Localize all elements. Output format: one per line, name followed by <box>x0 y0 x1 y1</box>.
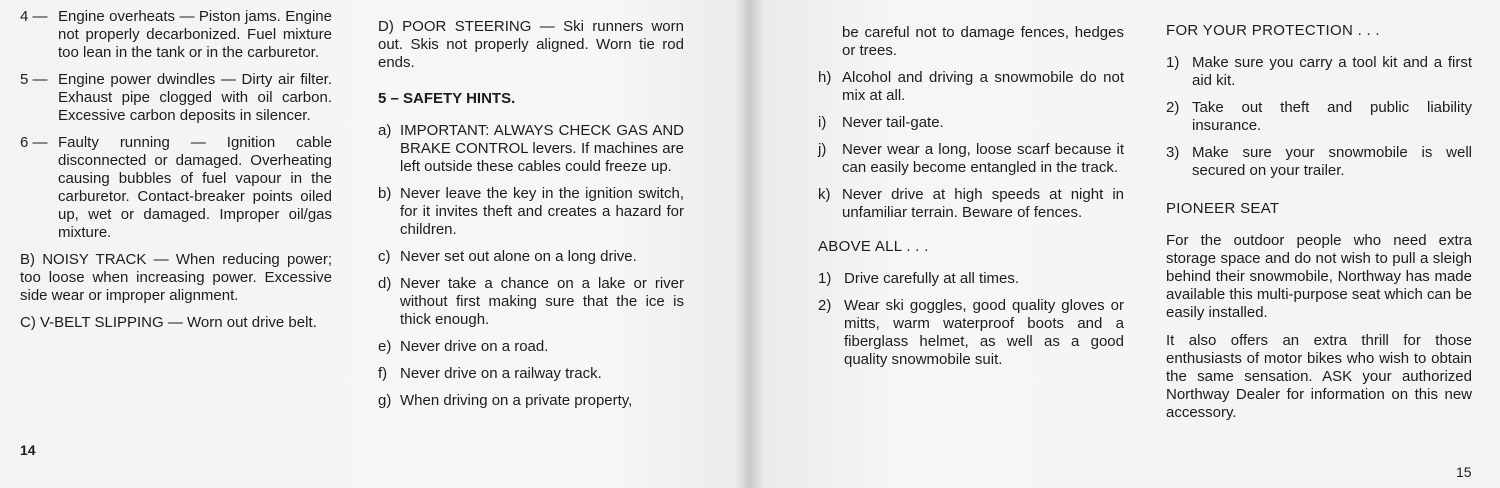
list-item: h) Alcohol and driving a snowmobile do not mix at all. <box>818 69 1124 104</box>
list-item: 6 — Faulty running — Ignition cable disconnected or damaged. Overheating causing bubbles of fuel vapour in the carburetor. Contact-breaker points oiled up, wet or damaged. Improper oil/gas mixture. <box>20 134 332 241</box>
page-gutter <box>735 0 765 488</box>
list-item: 2) Wear ski goggles, good quality gloves or mitts, warm waterproof boots and a fiberglass helmet, as well as a good quality snowmobile suit. <box>818 297 1124 368</box>
left-page-column-2 <box>378 18 684 419</box>
list-item: 4 — Engine overheats — Piston jams. Engine not properly decarbonized. Fuel mixture too lean in the tank or in the carburetor. <box>20 8 332 61</box>
section-v-belt: C) V-BELT SLIPPING — Worn out drive belt. <box>20 314 317 331</box>
right-page-column-2 <box>1166 22 1472 432</box>
section-heading-protection: FOR YOUR PROTECTION . . . <box>1166 22 1380 39</box>
list-item: 3) Make sure your snowmobile is well secured on your trailer. <box>1166 144 1472 179</box>
section-heading-pioneer-seat: PIONEER SEAT <box>1166 200 1280 217</box>
section-poor-steering: D) POOR STEERING — Ski runners worn out. Skis not properly aligned. Worn tie rod ends. <box>378 18 684 71</box>
list-item: c) Never set out alone on a long drive. <box>378 248 637 265</box>
page-number-right: 15 <box>1456 464 1472 480</box>
section-heading-above-all: ABOVE ALL . . . <box>818 238 929 255</box>
list-item: g) When driving on a private property, <box>378 392 633 409</box>
paragraph: It also offers an extra thrill for those enthusiasts of motor bikes who wish to obtain the same sensation. ASK your authorized Northway Dealer for information on this new accessory. <box>1166 332 1472 421</box>
list-item: j) Never wear a long, loose scarf because it can easily become entangled in the track. <box>818 141 1124 176</box>
list-item: d) Never take a chance on a lake or river without first making sure that the ice is thick enough. <box>378 275 684 328</box>
section-heading-safety-hints: 5 – SAFETY HINTS. <box>378 90 516 107</box>
page-number-left: 14 <box>20 442 36 458</box>
list-item: f) Never drive on a railway track. <box>378 365 602 382</box>
list-item: e) Never drive on a road. <box>378 338 549 355</box>
paragraph: For the outdoor people who need extra storage space and do not wish to pull a sleigh behind their snowmobile, Northway has made available this multi-purpose seat which can be easily installed. <box>1166 232 1472 321</box>
section-noisy-track: B) NOISY TRACK — When reducing power; too loose when increasing power. Excessive side wear or improper alignment. <box>20 251 332 304</box>
list-item: 1) Make sure you carry a tool kit and a first aid kit. <box>1166 54 1472 89</box>
list-item: 5 — Engine power dwindles — Dirty air filter. Exhaust pipe clogged with oil carbon. Excessive carbon deposits in silencer. <box>20 71 332 124</box>
list-item: b) Never leave the key in the ignition switch, for it invites theft and creates a hazard for children. <box>378 185 684 238</box>
list-item: a) IMPORTANT: ALWAYS CHECK GAS AND BRAKE CONTROL levers. If machines are left outside these cables could freeze up. <box>378 122 684 175</box>
right-page-column-1 <box>818 24 1124 378</box>
list-item: 2) Take out theft and public liability insurance. <box>1166 99 1472 134</box>
list-item: i) Never tail-gate. <box>818 114 944 131</box>
list-item-continuation: be careful not to damage fences, hedges or trees. <box>842 24 1124 59</box>
left-page-column-1 <box>20 8 332 341</box>
list-item: k) Never drive at high speeds at night in unfamiliar terrain. Beware of fences. <box>818 186 1124 221</box>
list-item: 1) Drive carefully at all times. <box>818 270 1020 287</box>
